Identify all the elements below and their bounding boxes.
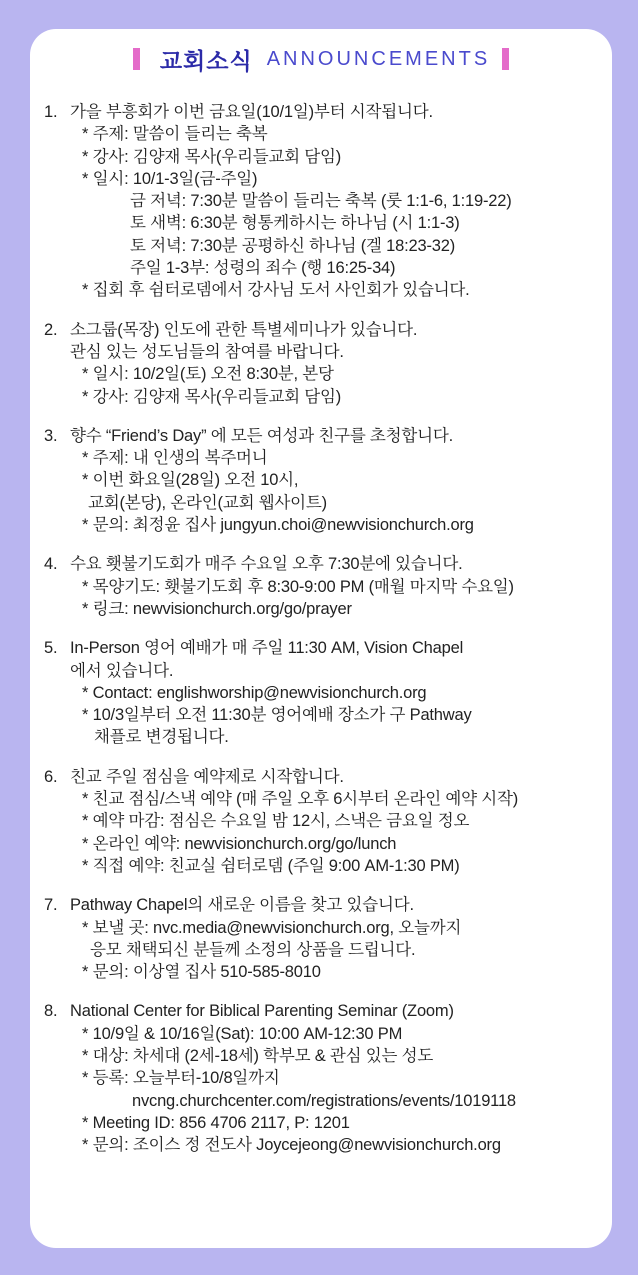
item-line: * Meeting ID: 856 4706 2117, P: 1201 <box>82 1113 350 1132</box>
title-english: ANNOUNCEMENTS <box>266 47 491 70</box>
item-line: * 직접 예약: 친교실 쉼터로뎀 (주일 9:00 AM-1:30 PM) <box>82 856 460 875</box>
item-headline: Pathway Chapel의 새로운 이름을 찾고 있습니다. <box>70 896 414 915</box>
announcement-3 <box>44 425 604 536</box>
item-line: * 주제: 내 인생의 복주머니 <box>82 449 268 468</box>
item-line: * 온라인 예약: newvisionchurch.org/go/lunch <box>82 834 397 853</box>
item-line: * 일시: 10/2일(토) 오전 8:30분, 본당 <box>82 365 334 384</box>
item-line: * 친교 점심/스낵 예약 (매 주일 오후 6시부터 온라인 예약 시작) <box>82 790 519 809</box>
item-line: * 이번 화요일(28일) 오전 10시, <box>82 471 299 490</box>
item-line: * Contact: englishworship@newvisionchurch.org <box>82 683 427 702</box>
item-line: * 주제: 말씀이 들리는 축복 <box>82 125 268 144</box>
announcement-4 <box>44 553 604 620</box>
item-line: * 문의: 조이스 정 전도사 Joycejeong@newvisionchurch.org <box>82 1136 501 1155</box>
header <box>30 39 612 79</box>
item-number: 4. <box>44 555 58 574</box>
item-line: * 문의: 최정윤 집사 jungyun.choi@newvisionchurch.org <box>82 516 474 535</box>
item-line: 에서 있습니다. <box>70 661 174 680</box>
left-accent-bar <box>133 48 140 70</box>
announcement-5 <box>44 637 604 748</box>
item-line: * 목양기도: 횃불기도회 후 8:30-9:00 PM (매월 마지막 수요일) <box>82 577 514 596</box>
title-korean: 교회소식 <box>159 48 253 75</box>
announcement-6 <box>44 766 604 877</box>
item-number: 3. <box>44 426 58 445</box>
item-number: 2. <box>44 320 58 339</box>
item-number: 8. <box>44 1002 58 1021</box>
item-line: * 보낼 곳: nvc.media@newvisionchurch.org, 오늘까지 <box>82 918 462 937</box>
item-line: * 등록: 오늘부터-10/8일까지 <box>82 1069 280 1088</box>
announcement-2 <box>44 319 604 408</box>
item-headline: 향수 “Friend’s Day” 에 모든 여성과 친구를 초청합니다. <box>70 426 454 445</box>
item-number: 1. <box>44 103 58 121</box>
right-accent-bar <box>502 48 509 70</box>
item-line: * 링크: newvisionchurch.org/go/prayer <box>82 599 352 618</box>
registration-url: nvcng.churchcenter.com/registrations/events/1019118 <box>132 1091 516 1110</box>
item-line: 채플로 변경됩니다. <box>94 728 229 747</box>
announcement-card <box>30 29 612 1248</box>
item-line: 관심 있는 성도님들의 참여를 바랍니다. <box>70 342 344 361</box>
item-line: * 일시: 10/1-3일(금-주일) <box>82 169 258 188</box>
item-line: * 문의: 이상열 집사 510-585-8010 <box>82 963 321 982</box>
item-line: 주일 1-3부: 성령의 죄수 (행 16:25-34) <box>130 259 396 278</box>
item-line: * 10/3일부터 오전 11:30분 영어예배 장소가 구 Pathway <box>82 706 472 725</box>
item-headline: 가을 부흥회가 이번 금요일(10/1일)부터 시작됩니다. <box>70 103 433 121</box>
announcement-8 <box>44 1000 604 1156</box>
announcement-list <box>44 101 604 1173</box>
item-line: 토 새벽: 6:30분 형통케하시는 하나님 (시 1:1-3) <box>130 214 460 233</box>
item-number: 7. <box>44 896 58 915</box>
item-line: 교회(본당), 온라인(교회 웹사이트) <box>88 493 327 512</box>
item-number: 6. <box>44 767 58 786</box>
item-line: * 집회 후 쉼터로뎀에서 강사님 도서 사인회가 있습니다. <box>82 281 470 300</box>
item-line: * 예약 마감: 점심은 수요일 밤 12시, 스낵은 금요일 정오 <box>82 812 470 831</box>
item-headline: National Center for Biblical Parenting Seminar (Zoom) <box>70 1002 454 1021</box>
item-line: * 강사: 김양재 목사(우리들교회 담임) <box>82 147 342 166</box>
item-line: * 강사: 김양재 목사(우리들교회 담임) <box>82 387 342 406</box>
item-line: * 대상: 차세대 (2세-18세) 학부모 & 관심 있는 성도 <box>82 1046 434 1065</box>
item-line: * 10/9일 & 10/16일(Sat): 10:00 AM-12:30 PM <box>82 1024 403 1043</box>
item-line: 응모 채택되신 분들께 소정의 상품을 드립니다. <box>90 940 416 959</box>
announcement-7 <box>44 894 604 983</box>
item-headline: In-Person 영어 예배가 매 주일 11:30 AM, Vision Chapel <box>70 639 464 658</box>
item-headline: 소그룹(목장) 인도에 관한 특별세미나가 있습니다. <box>70 320 418 339</box>
item-line: 금 저녁: 7:30분 말씀이 들리는 축복 (룻 1:1-6, 1:19-22) <box>130 192 512 211</box>
item-line: 토 저녁: 7:30분 공평하신 하나님 (겔 18:23-32) <box>130 236 455 255</box>
item-headline: 친교 주일 점심을 예약제로 시작합니다. <box>70 767 344 786</box>
item-headline: 수요 횃불기도회가 매주 수요일 오후 7:30분에 있습니다. <box>70 555 463 574</box>
announcement-1 <box>44 101 604 302</box>
item-number: 5. <box>44 639 58 658</box>
